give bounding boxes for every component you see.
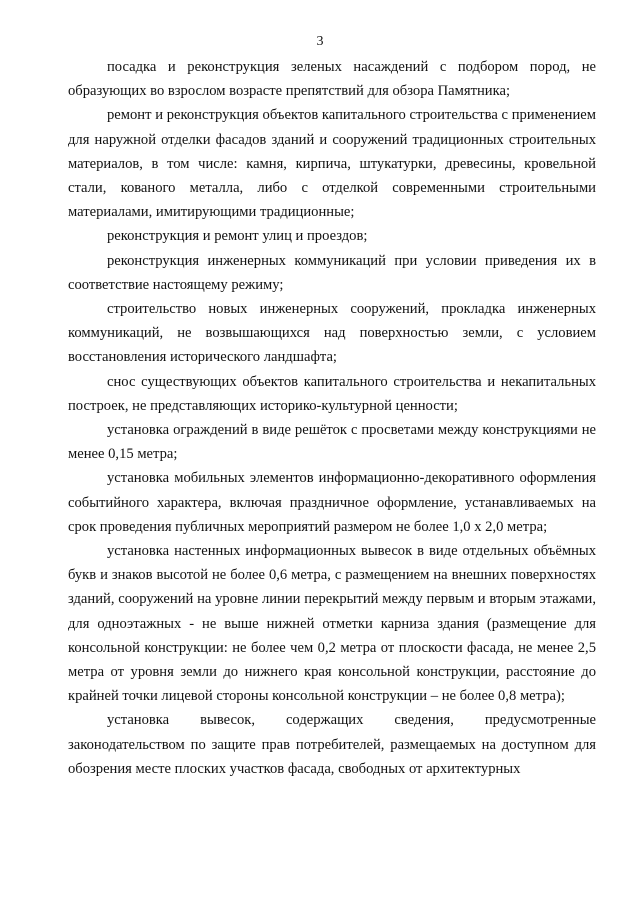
paragraph-consumer-signs: установка вывесок, содержащих сведения, предусмотренные законодательством по защите прав потребителей, размещаемых на доступном для обозрения месте плоских участков фасада, свободных от архитектурных bbox=[68, 712, 596, 777]
paragraph-mobile-elements: установка мобильных элементов информационно-декоративного оформления событийного характера, включая праздничное оформление, устанавливаемых на срок проведения публичных мероприятий размером не более 1,0 х 2,0 метра; bbox=[68, 470, 596, 535]
paragraph-utilities-reconstruction: реконструкция инженерных коммуникаций при условии приведения их в соответствие настоящему режиму; bbox=[68, 252, 596, 293]
paragraph-engineering-structures: строительство новых инженерных сооружений, прокладка инженерных коммуникаций, не возвышающихся над поверхностью земли, с условием восстановления исторического ландшафта; bbox=[68, 301, 596, 366]
paragraph-planting: посадка и реконструкция зеленых насаждений с подбором пород, не образующих во взрослом возрасте препятствий для обзора Памятника; bbox=[68, 59, 596, 100]
document-body bbox=[68, 55, 596, 781]
paragraph-demolition: снос существующих объектов капитального строительства и некапитальных построек, не представляющих историко-культурной ценности; bbox=[68, 373, 596, 414]
paragraph-streets: реконструкция и ремонт улиц и проездов; bbox=[107, 228, 368, 245]
paragraph-fences: установка ограждений в виде решёток с просветами между конструкциями не менее 0,15 метра; bbox=[68, 422, 596, 463]
paragraph-wall-signs: установка настенных информационных вывесок в виде отдельных объёмных букв и знаков высотой не более 0,6 метра, с размещением на внешних поверхностях зданий, сооружений на уровне линии перекрытий между первым и вторым этажами, для одноэтажных - не выше нижней отметки карниза здания (размещение для консольной конструкции: не более чем 0,2 метра от плоскости фасада, не менее 2,5 метра от уровня земли до нижнего края консольной конструкции, расстояние до крайней точки лицевой стороны консольной конструкции – не более 0,8 метра); bbox=[68, 543, 596, 705]
paragraph-repair-construction: ремонт и реконструкция объектов капитального строительства с применением для наружной отделки фасадов зданий и сооружений традиционных строительных материалов, в том числе: камня, кирпича, штукатурки, древесины, кровельной стали, кованого металла, либо с отделкой современными строительными материалами, имитирующими традиционные; bbox=[68, 107, 596, 221]
page-number: 3 bbox=[316, 34, 324, 49]
